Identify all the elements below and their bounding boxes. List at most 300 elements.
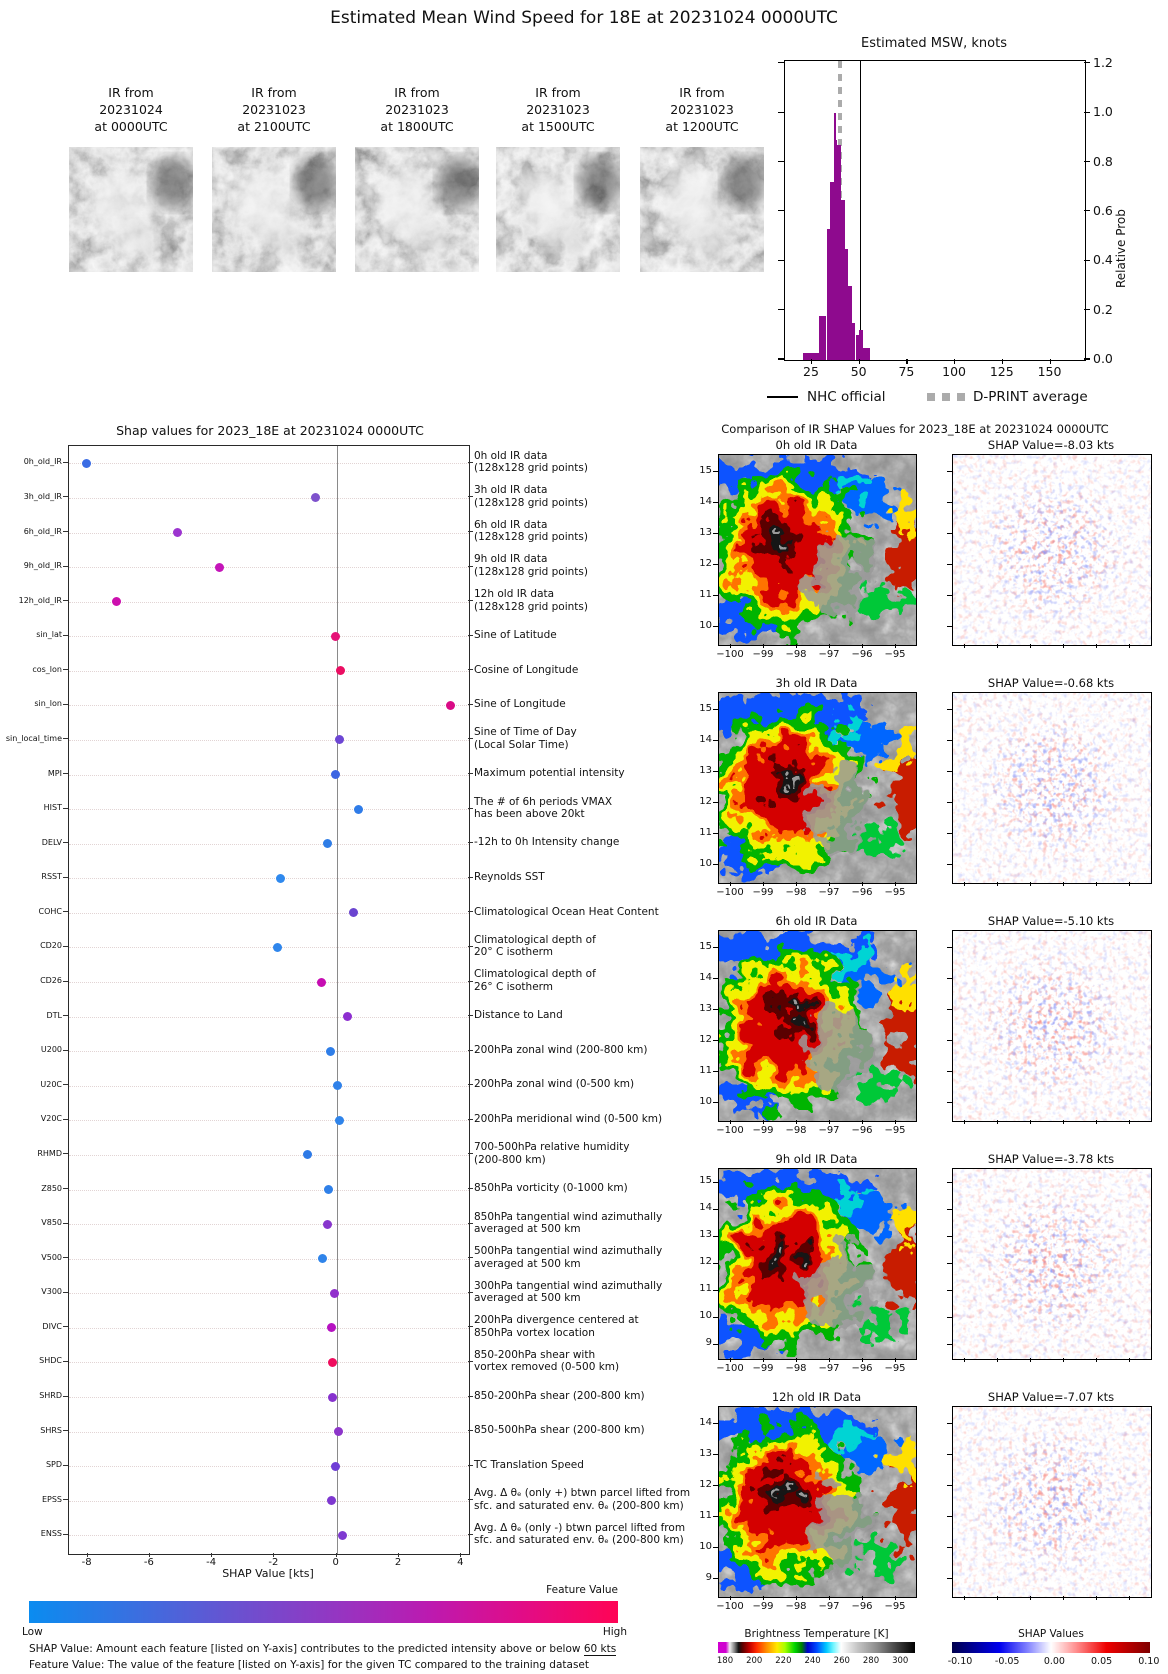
ir-xtick-mark — [862, 1120, 863, 1124]
ir-xtick-mark — [730, 644, 731, 648]
shap-ytick-mark — [947, 1182, 952, 1183]
row-gridline — [69, 1155, 469, 1156]
feature-ytick-right — [468, 911, 473, 912]
feature-ytick-right — [468, 496, 473, 497]
satellite-ir-thumbnail — [355, 147, 479, 272]
shap-row-header: SHAP Value=-0.68 kts — [987, 676, 1115, 690]
histogram-bar — [819, 316, 826, 360]
satellite-thumb-label: IR from 20231023 at 1500UTC — [521, 85, 595, 134]
feature-description: 9h old IR data (128x128 grid points) — [474, 553, 588, 578]
ir-ytick-mark — [713, 1485, 718, 1486]
shap-ytick-mark — [947, 471, 952, 472]
shap-row-header: SHAP Value=-5.10 kts — [987, 914, 1115, 928]
shap-row-header: SHAP Value=-3.78 kts — [987, 1152, 1115, 1166]
feature-description: 850hPa vorticity (0-1000 km) — [474, 1182, 628, 1195]
shap-ytick-mark — [947, 1454, 952, 1455]
feature-label: V500 — [41, 1252, 62, 1262]
feature-label: CD26 — [40, 976, 62, 985]
feature-description: 12h old IR data (128x128 grid points) — [474, 588, 588, 613]
feature-ytick-left — [63, 773, 68, 774]
feature-label: V850 — [41, 1218, 62, 1228]
shap-colorbar-tick: -0.10 — [947, 1656, 973, 1667]
feature-description: Sine of Latitude — [474, 628, 557, 641]
bt-colorbar-tick: 200 — [746, 1656, 763, 1666]
shap-xtick-label: -8 — [81, 1557, 92, 1568]
shap-ytick-mark — [947, 502, 952, 503]
ir-row-header: 9h old IR Data — [775, 1152, 858, 1166]
shap-dot — [317, 978, 326, 987]
feature-description: 200hPa divergence centered at 850hPa vortex location — [474, 1314, 639, 1339]
satellite-cloud-image — [212, 147, 336, 272]
feature-label: CD20 — [40, 941, 62, 951]
feature-label: 0h_old_IR — [23, 457, 62, 467]
ir-xtick-label: −97 — [818, 649, 840, 660]
row-gridline — [69, 982, 469, 983]
feature-ytick-left — [63, 600, 68, 601]
shap-dot — [303, 1150, 312, 1159]
feature-label: EPSS — [41, 1494, 62, 1504]
ir-ytick-mark — [713, 709, 718, 710]
ir-xtick-mark — [796, 1120, 797, 1124]
satellite-thumb-label: IR from 20231023 at 2100UTC — [237, 85, 311, 134]
bt-colorbar-tick: 280 — [862, 1656, 880, 1666]
shap-xtick-mark — [1129, 1596, 1130, 1600]
row-gridline — [69, 567, 469, 568]
row-gridline — [69, 705, 469, 706]
feature-value-high: High — [602, 1626, 627, 1638]
shap-xtick-mark — [1030, 882, 1031, 886]
shap-xtick-label: -4 — [206, 1557, 217, 1568]
shap-ytick-mark — [947, 771, 952, 772]
feature-ytick-right — [468, 842, 473, 843]
shap-xaxis-label: SHAP Value [kts] — [222, 1567, 314, 1580]
shap-ytick-mark — [947, 1236, 952, 1237]
ir-ytick-label: 11 — [699, 1283, 712, 1294]
shap-dot — [215, 563, 224, 572]
ir-xtick-mark — [895, 644, 896, 648]
ir-xtick-label: −98 — [785, 1601, 807, 1612]
shap-dot — [327, 1323, 336, 1332]
ir-ytick-label: 11 — [699, 826, 712, 838]
shap-xtick-mark — [964, 1120, 965, 1124]
ir-ytick-mark — [713, 564, 718, 565]
feature-value-label: Feature Value — [546, 1584, 618, 1596]
feature-label: sin_local_time — [5, 733, 62, 743]
ir-ytick-label: 10 — [699, 1310, 712, 1321]
feature-ytick-right — [468, 1119, 473, 1120]
shap-xtick-mark — [964, 1358, 965, 1362]
shap-ytick-mark — [947, 802, 952, 803]
footnote-feature-value: Feature Value: The value of the feature [listed on Y-axis] for the given TC compared to the training dataset — [29, 1659, 590, 1671]
feature-ytick-right — [468, 1465, 473, 1466]
feature-ytick-right — [468, 635, 473, 636]
shap-ytick-mark — [947, 1071, 952, 1072]
ir-xtick-label: −99 — [752, 1125, 774, 1136]
ir-xtick-mark — [862, 1596, 863, 1600]
ir-xtick-label: −97 — [818, 1601, 840, 1612]
ir-ytick-mark — [713, 1182, 718, 1183]
feature-label: HIST — [43, 803, 62, 813]
feature-ytick-left — [63, 1326, 68, 1327]
row-gridline — [69, 602, 469, 603]
feature-ytick-left — [63, 1534, 68, 1535]
feature-description: Reynolds SST — [474, 871, 545, 883]
shap-xtick-mark — [1030, 644, 1031, 648]
satellite-cloud-image — [640, 147, 764, 272]
histogram-ytick-label: 0.8 — [1093, 153, 1113, 169]
feature-description: 850-500hPa shear (200-800 km) — [474, 1424, 645, 1437]
feature-ytick-left — [63, 1465, 68, 1466]
ir-ytick-label: 10 — [699, 1095, 712, 1107]
feature-ytick-right — [468, 600, 473, 601]
row-gridline — [69, 775, 469, 776]
histogram-ytick-label: 0.0 — [1093, 351, 1113, 366]
feature-description: Maximum potential intensity — [474, 767, 625, 780]
shap-xtick-label: 2 — [394, 1557, 402, 1568]
shap-dot — [343, 1012, 352, 1021]
shap-xtick-mark — [1096, 644, 1097, 648]
feature-ytick-left — [63, 911, 68, 912]
ir-shap-panel — [952, 454, 1152, 646]
shap-dot — [82, 459, 91, 468]
ir-ytick-mark — [713, 533, 718, 534]
satellite-thumb-label: IR from 20231023 at 1200UTC — [665, 85, 739, 134]
feature-ytick-left — [63, 1119, 68, 1120]
row-gridline — [69, 1432, 469, 1433]
feature-description: Climatological depth of 26° C isotherm — [474, 968, 596, 993]
shap-xtick-mark — [1129, 644, 1130, 648]
feature-ytick-left — [63, 1499, 68, 1500]
shap-dot — [328, 1393, 337, 1402]
ir-xtick-label: −95 — [884, 1363, 906, 1374]
nhc-official-line — [860, 61, 862, 360]
feature-ytick-right — [468, 531, 473, 532]
ir-ytick-mark — [713, 1454, 718, 1455]
feature-label: ENSS — [40, 1529, 62, 1539]
shap-colorbar-tick: 0.00 — [1043, 1656, 1065, 1667]
ir-xtick-mark — [796, 1596, 797, 1600]
ir-xtick-mark — [763, 882, 764, 886]
ir-ytick-label: 14 — [699, 1202, 712, 1213]
bt-colorbar-tick: 240 — [804, 1656, 821, 1666]
histogram-ytick-label: 0.4 — [1093, 252, 1113, 268]
ir-shap-panel — [952, 1168, 1152, 1360]
histogram-ytick-mark-left — [778, 358, 784, 359]
shap-colorbar-tick: 0.10 — [1138, 1656, 1160, 1667]
shap-xtick-mark — [1063, 1596, 1064, 1600]
feature-ytick-right — [468, 1396, 473, 1397]
ir-ytick-label: 9 — [705, 1337, 712, 1348]
feature-description: 300hPa tangential wind azimuthally averaged at 500 km — [474, 1279, 663, 1305]
feature-description: TC Translation Speed — [474, 1458, 584, 1471]
legend-label-nhc: NHC official — [807, 389, 886, 405]
feature-ytick-left — [63, 738, 68, 739]
ir-ytick-mark — [713, 1040, 718, 1041]
row-gridline — [69, 1259, 469, 1260]
ir-ytick-label: 10 — [699, 619, 712, 631]
footnote-shap-value: SHAP Value: Amount each feature [listed on Y-axis] contributes to the predicted intensity above or below 60 kts — [29, 1643, 617, 1655]
ir-ytick-label: 13 — [699, 1447, 712, 1459]
ir-row-header: 12h old IR Data — [771, 1390, 862, 1404]
shap-dot — [349, 908, 358, 917]
feature-ytick-left — [63, 669, 68, 670]
ir-data-panel — [718, 1168, 917, 1360]
feature-ytick-right — [468, 1223, 473, 1224]
ir-xtick-mark — [829, 882, 830, 886]
row-gridline — [69, 1051, 469, 1052]
feature-ytick-right — [468, 1050, 473, 1051]
feature-ytick-right — [468, 1153, 473, 1154]
ir-xtick-label: −95 — [884, 1601, 906, 1612]
ir-ytick-label: 12 — [699, 557, 712, 569]
ir-ytick-mark — [713, 595, 718, 596]
row-gridline — [69, 809, 469, 810]
ir-row-header: 0h old IR Data — [775, 438, 858, 452]
feature-label: DIVC — [42, 1321, 62, 1331]
row-gridline — [69, 947, 469, 948]
histogram-title: Estimated MSW, knots — [861, 36, 1007, 51]
feature-ytick-left — [63, 808, 68, 809]
shap-dot — [334, 1427, 343, 1436]
ir-xtick-mark — [862, 882, 863, 886]
feature-ytick-right — [468, 1361, 473, 1362]
feature-label: sin_lon — [34, 699, 62, 709]
feature-ytick-right — [468, 877, 473, 878]
satellite-ir-thumbnail — [69, 147, 193, 272]
ir-data-panel — [718, 930, 917, 1122]
ir-xtick-mark — [730, 1120, 731, 1124]
shap-xtick-mark — [1129, 882, 1130, 886]
shap-xtick-mark — [1030, 1358, 1031, 1362]
ir-ytick-label: 14 — [699, 733, 712, 745]
shap-dot — [173, 528, 182, 537]
shap-xtick-mark — [1030, 1120, 1031, 1124]
feature-ytick-left — [63, 946, 68, 947]
shap-ytick-mark — [947, 595, 952, 596]
shap-ytick-mark — [947, 1547, 952, 1548]
shap-plot-title: Shap values for 2023_18E at 20231024 0000UTC — [116, 423, 424, 438]
feature-ytick-left — [63, 566, 68, 567]
row-gridline — [69, 1224, 469, 1225]
ir-data-panel — [718, 454, 917, 646]
feature-ytick-left — [63, 531, 68, 532]
ir-ytick-label: 12 — [699, 1256, 712, 1267]
shap-xtick-mark — [1063, 644, 1064, 648]
row-gridline — [69, 1397, 469, 1398]
bt-colorbar-tick: 220 — [775, 1656, 792, 1666]
shap-xtick-mark — [964, 1596, 965, 1600]
shap-dot — [324, 1185, 333, 1194]
ir-shap-image — [953, 1169, 1151, 1359]
feature-ytick-left — [63, 1292, 68, 1293]
shap-ytick-mark — [947, 626, 952, 627]
ir-ytick-mark — [713, 1344, 718, 1345]
feature-ytick-left — [63, 1153, 68, 1154]
ir-ytick-mark — [713, 471, 718, 472]
shap-xtick-mark — [964, 882, 965, 886]
feature-ytick-left — [63, 842, 68, 843]
row-gridline — [69, 1293, 469, 1294]
histogram-ytick-mark-left — [778, 309, 784, 310]
feature-ytick-left — [63, 1084, 68, 1085]
shap-xtick-mark — [1063, 1120, 1064, 1124]
row-gridline — [69, 636, 469, 637]
feature-description: 500hPa tangential wind azimuthally averaged at 500 km — [474, 1245, 663, 1270]
histogram-bar — [834, 113, 836, 360]
ir-xtick-mark — [829, 1596, 830, 1600]
satellite-cloud-image — [69, 147, 193, 272]
row-gridline — [69, 1017, 469, 1018]
row-gridline — [69, 533, 469, 534]
shap-dot — [311, 493, 320, 502]
feature-ytick-right — [468, 462, 473, 463]
ir-xtick-label: −96 — [851, 1125, 873, 1136]
ir-ytick-label: 11 — [699, 1509, 712, 1521]
ir-data-image — [719, 455, 916, 645]
shap-xtick-mark — [997, 644, 998, 648]
feature-ytick-left — [63, 1223, 68, 1224]
row-gridline — [69, 463, 469, 464]
ir-shap-image — [953, 931, 1151, 1121]
feature-description: -12h to 0h Intensity change — [474, 836, 620, 849]
feature-label: DTL — [46, 1010, 62, 1020]
shap-colorbar-tick: -0.05 — [994, 1656, 1020, 1667]
shap-xtick-label: 0 — [332, 1557, 339, 1568]
ir-xtick-label: −95 — [884, 649, 906, 660]
ir-xtick-label: −95 — [884, 887, 906, 898]
feature-ytick-right — [468, 1430, 473, 1431]
ir-ytick-label: 12 — [699, 1478, 712, 1490]
ir-shap-image — [953, 693, 1151, 883]
shap-xtick-mark — [997, 1120, 998, 1124]
ir-xtick-mark — [862, 644, 863, 648]
histogram-ytick-label: 1.0 — [1093, 104, 1113, 120]
feature-ytick-left — [63, 1188, 68, 1189]
ir-ytick-label: 14 — [699, 1416, 712, 1428]
row-gridline — [69, 740, 469, 741]
ir-xtick-label: −98 — [785, 887, 807, 898]
shap-xtick-label: -6 — [143, 1557, 154, 1568]
ir-shap-panel — [952, 692, 1152, 884]
feature-label: 3h_old_IR — [23, 491, 62, 501]
feature-ytick-left — [63, 1430, 68, 1431]
ir-ytick-label: 14 — [699, 495, 712, 507]
feature-ytick-left — [63, 877, 68, 878]
histogram-ytick-mark-right — [1084, 210, 1090, 211]
ir-ytick-label: 10 — [699, 857, 712, 869]
satellite-ir-thumbnail — [496, 147, 620, 272]
ir-data-panel — [718, 692, 917, 884]
ir-xtick-mark — [829, 644, 830, 648]
ir-data-image — [719, 1407, 916, 1597]
shap-dot — [331, 632, 340, 641]
shap-dot — [323, 1220, 332, 1229]
histogram-ytick-mark-right — [1084, 112, 1090, 113]
ir-xtick-label: −100 — [716, 1363, 744, 1374]
feature-description: 200hPa zonal wind (0-500 km) — [474, 1078, 635, 1091]
row-gridline — [69, 1535, 469, 1536]
histogram-ytick-mark-left — [778, 210, 784, 211]
shap-xtick-label: -2 — [268, 1557, 279, 1568]
feature-ytick-right — [468, 669, 473, 670]
ir-xtick-label: −99 — [752, 1601, 774, 1612]
feature-ytick-right — [468, 773, 473, 774]
bt-colorbar-tick: 300 — [892, 1656, 909, 1666]
comparison-title: Comparison of IR SHAP Values for 2023_18E at 20231024 0000UTC — [721, 422, 1109, 436]
satellite-ir-thumbnail — [640, 147, 764, 272]
shap-xtick-mark — [1096, 1596, 1097, 1600]
ir-ytick-label: 11 — [699, 1064, 712, 1076]
histogram-ytick-mark-right — [1084, 62, 1090, 63]
msw-histogram — [784, 60, 1086, 361]
ir-xtick-label: −98 — [785, 1363, 807, 1374]
shap-ytick-mark — [947, 864, 952, 865]
feature-ytick-right — [468, 1084, 473, 1085]
histogram-ytick-label: 0.2 — [1093, 301, 1113, 317]
feature-description: 850hPa tangential wind azimuthally averaged at 500 km — [474, 1210, 663, 1235]
ir-xtick-mark — [763, 644, 764, 648]
shap-colorbar-tick: 0.05 — [1091, 1656, 1113, 1667]
feature-label: SPD — [45, 1460, 62, 1470]
feature-ytick-right — [468, 946, 473, 947]
ir-ytick-mark — [713, 1547, 718, 1548]
shap-ytick-mark — [947, 947, 952, 948]
shap-ytick-mark — [947, 740, 952, 741]
shap-dot — [326, 1047, 335, 1056]
feature-label: 6h_old_IR — [23, 526, 62, 536]
ir-ytick-label: 13 — [699, 1229, 712, 1240]
ir-row-header: 3h old IR Data — [775, 676, 858, 690]
shap-ytick-mark — [947, 564, 952, 565]
feature-ytick-left — [63, 635, 68, 636]
ir-ytick-mark — [713, 1102, 718, 1103]
ir-xtick-mark — [796, 1358, 797, 1362]
shap-dot — [335, 735, 344, 744]
shap-dot — [331, 1462, 340, 1471]
histogram-ytick-label: 1.2 — [1093, 54, 1113, 70]
ir-xtick-label: −97 — [818, 1125, 840, 1136]
ir-ytick-mark — [713, 740, 718, 741]
row-gridline — [69, 498, 469, 499]
legend-dash-sample — [927, 393, 965, 401]
feature-label: COHC — [38, 906, 62, 916]
ir-ytick-label: 11 — [699, 588, 712, 600]
feature-ytick-right — [468, 1015, 473, 1016]
row-gridline — [69, 1120, 469, 1121]
ir-xtick-mark — [895, 1120, 896, 1124]
feature-ytick-left — [63, 1050, 68, 1051]
shap-xtick-mark — [1129, 1120, 1130, 1124]
row-gridline — [69, 913, 469, 914]
shap-xtick-mark — [1096, 882, 1097, 886]
ir-data-image — [719, 693, 916, 883]
ir-ytick-label: 13 — [699, 526, 712, 538]
ir-ytick-mark — [713, 947, 718, 948]
histogram-ytick-mark-left — [778, 112, 784, 113]
ir-xtick-mark — [895, 882, 896, 886]
feature-ytick-left — [63, 496, 68, 497]
feature-label: V20C — [40, 1114, 62, 1124]
shap-ytick-mark — [947, 1578, 952, 1579]
feature-label: SHDC — [39, 1356, 62, 1366]
feature-ytick-right — [468, 981, 473, 982]
legend-line-sample — [767, 396, 798, 398]
ir-ytick-label: 14 — [699, 971, 712, 983]
shap-dot — [333, 1081, 342, 1090]
shap-dot — [336, 666, 345, 675]
ir-ytick-mark — [713, 1071, 718, 1072]
satellite-cloud-image — [355, 147, 479, 272]
